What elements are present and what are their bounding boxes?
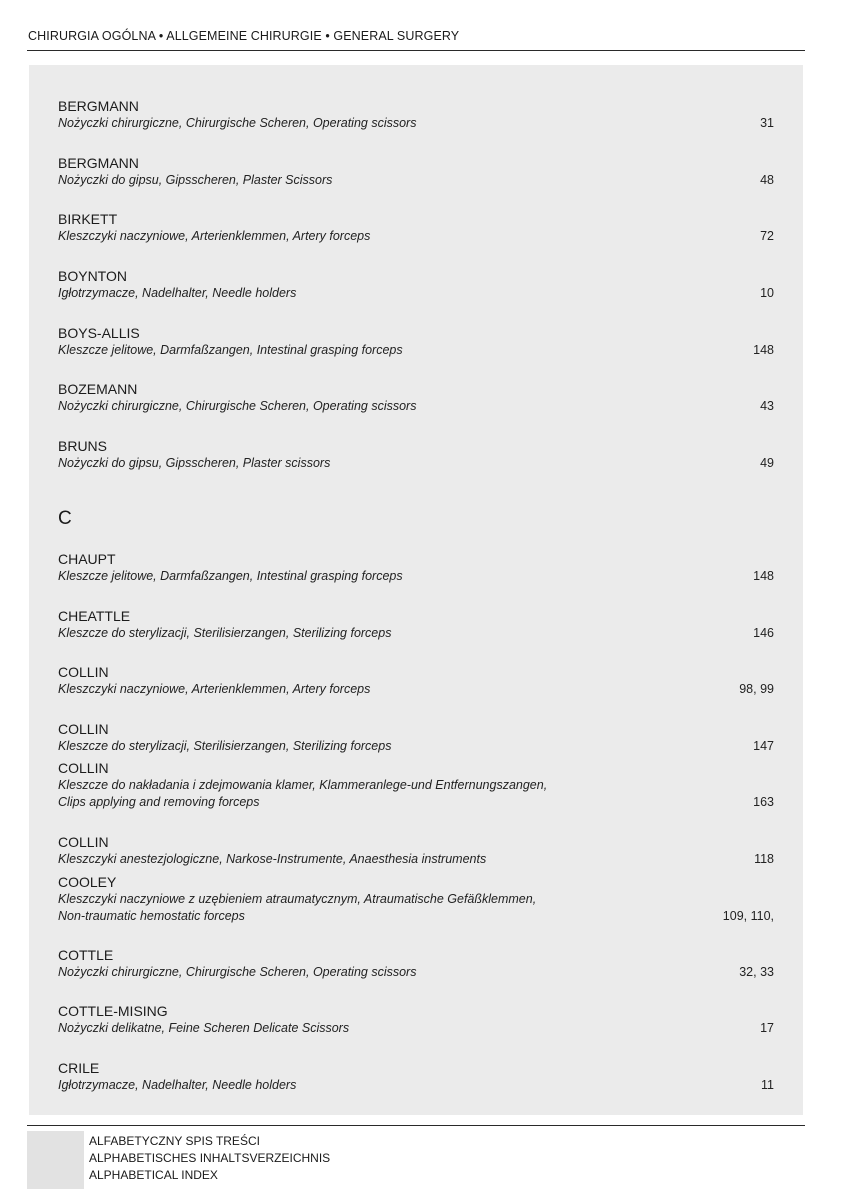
- entry-name: BOZEMANN: [58, 381, 138, 397]
- entry-description: Kleszcze do nakładania i zdejmowania klamer, Klammeranlege-und Entfernungszangen,: [58, 778, 548, 792]
- running-header: CHIRURGIA OGÓLNA • ALLGEMEINE CHIRURGIE • GENERAL SURGERY: [28, 29, 460, 43]
- entry-page: 43: [760, 399, 774, 413]
- entry-description: Igłotrzymacze, Nadelhalter, Needle holders: [58, 1078, 297, 1092]
- section-letter: C: [58, 508, 72, 529]
- entry-page: 163: [753, 795, 774, 809]
- entry-description: Nożyczki chirurgiczne, Chirurgische Scheren, Operating scissors: [58, 399, 417, 413]
- index-entry: [58, 874, 774, 925]
- entry-page: 17: [760, 1021, 774, 1035]
- entry-description: Kleszcze jelitowe, Darmfaßzangen, Intestinal grasping forceps: [58, 343, 403, 357]
- entry-description: Nożyczki chirurgiczne, Chirurgische Scheren, Operating scissors: [58, 116, 417, 130]
- header-divider: [27, 50, 805, 51]
- entry-page: 148: [753, 343, 774, 357]
- footer-line-german: ALPHABETISCHES INHALTSVERZEICHNIS: [89, 1151, 331, 1165]
- entry-page: 48: [760, 173, 774, 187]
- entry-description: Kleszcze jelitowe, Darmfaßzangen, Intestinal grasping forceps: [58, 569, 403, 583]
- entry-name: BIRKETT: [58, 211, 118, 227]
- entry-name: CHEATTLE: [58, 608, 131, 624]
- entry-name: COLLIN: [58, 760, 109, 776]
- entry-name: COLLIN: [58, 664, 109, 680]
- entry-description: Nożyczki chirurgiczne, Chirurgische Scheren, Operating scissors: [58, 965, 417, 979]
- entry-page: 10: [760, 286, 774, 300]
- entry-page: 118: [754, 852, 774, 866]
- entry-description: Nożyczki do gipsu, Gipsscheren, Plaster scissors: [58, 456, 331, 470]
- index-entry: [58, 1060, 774, 1094]
- entry-name: CHAUPT: [58, 551, 116, 567]
- footer-line-polish: ALFABETYCZNY SPIS TREŚCI: [89, 1134, 260, 1148]
- index-entry: [58, 608, 774, 642]
- entry-page: 109, 110,: [722, 909, 774, 923]
- entry-name: BRUNS: [58, 438, 108, 454]
- footer-line-english: ALPHABETICAL INDEX: [89, 1168, 218, 1182]
- entry-description: Kleszczyki naczyniowe, Arterienklemmen, Artery forceps: [58, 682, 371, 696]
- index-entry: [58, 664, 774, 698]
- footer-divider: [27, 1125, 805, 1126]
- index-entry: [58, 268, 774, 302]
- index-entry: [58, 947, 774, 981]
- entry-name: BOYNTON: [58, 268, 127, 284]
- entry-description: Nożyczki do gipsu, Gipsscheren, Plaster Scissors: [58, 173, 333, 187]
- entry-name: CRILE: [58, 1060, 100, 1076]
- entry-description-continued: Non-traumatic hemostatic forceps: [58, 909, 245, 923]
- entry-name: COLLIN: [58, 721, 109, 737]
- index-entry: [58, 834, 774, 868]
- index-entry: [58, 211, 774, 245]
- entry-name: COTTLE: [58, 947, 114, 963]
- entry-name: BOYS-ALLIS: [58, 325, 140, 341]
- entry-page: 31: [760, 116, 774, 130]
- entry-description: Kleszczyki naczyniowe z uzębieniem atraumatycznym, Atraumatische Gefäßklemmen,: [58, 892, 537, 906]
- index-entry: [58, 1003, 774, 1037]
- entry-name: BERGMANN: [58, 98, 139, 114]
- entry-description: Kleszcze do sterylizacji, Sterilisierzangen, Sterilizing forceps: [58, 626, 392, 640]
- entry-page: 32, 33: [739, 965, 774, 979]
- index-entry: [58, 760, 774, 811]
- entry-name: COTTLE-MISING: [58, 1003, 168, 1019]
- entry-description: Nożyczki delikatne, Feine Scheren Delicate Scissors: [58, 1021, 350, 1035]
- entry-description: Kleszczyki anestezjologiczne, Narkose-Instrumente, Anaesthesia instruments: [58, 852, 487, 866]
- entry-page: 146: [753, 626, 774, 640]
- entry-page: 72: [760, 229, 774, 243]
- entry-description: Kleszcze do sterylizacji, Sterilisierzangen, Sterilizing forceps: [58, 739, 392, 753]
- index-entry: [58, 155, 774, 189]
- entry-name: COOLEY: [58, 874, 117, 890]
- index-entry: [58, 325, 774, 359]
- entry-description: Kleszczyki naczyniowe, Arterienklemmen, Artery forceps: [58, 229, 371, 243]
- footer-tab-marker: [27, 1131, 84, 1189]
- index-entry: [58, 551, 774, 585]
- entry-page: 148: [753, 569, 774, 583]
- index-entry: [58, 721, 774, 755]
- index-entry: [58, 438, 774, 472]
- entry-page: 11: [761, 1078, 774, 1092]
- entry-page: 49: [760, 456, 774, 470]
- entry-page: 98, 99: [739, 682, 774, 696]
- entry-name: COLLIN: [58, 834, 109, 850]
- footer-index-title: [89, 1133, 330, 1184]
- index-entry: [58, 98, 774, 132]
- entry-description: Igłotrzymacze, Nadelhalter, Needle holders: [58, 286, 297, 300]
- entry-page: 147: [753, 739, 774, 753]
- entry-name: BERGMANN: [58, 155, 139, 171]
- entry-description-continued: Clips applying and removing forceps: [58, 795, 260, 809]
- index-entry: [58, 381, 774, 415]
